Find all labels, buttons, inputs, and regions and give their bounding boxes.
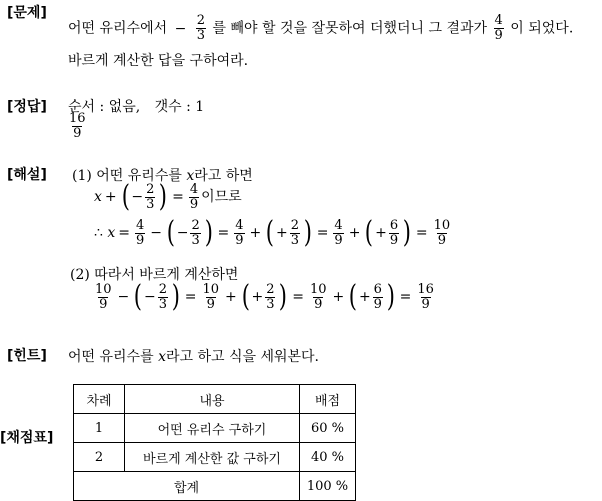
problem-line-1	[68, 14, 573, 43]
problem-text-b: 를 빼야 할 것을 잘못하여 더했더니 그 결과가	[212, 20, 488, 37]
answer-label: [정답]	[7, 99, 47, 115]
fraction: $\frac{4}{9}$	[494, 13, 503, 43]
problem-text-a: 어떤 유리수에서	[68, 20, 168, 37]
hint-text: 어떤 유리수를 x라고 하고 식을 세워본다.	[68, 349, 320, 365]
problem-text-c: 이 되었다.	[510, 20, 574, 37]
row-order: 2	[74, 443, 125, 472]
hint-label: [힌트]	[7, 348, 47, 364]
solution-step-2-title: (2) 따라서 바르게 계산하면	[70, 267, 239, 283]
row-order: 1	[74, 414, 125, 443]
row-points: 40 %	[300, 443, 356, 472]
row-content: 어떤 유리수 구하기	[125, 414, 300, 443]
scoring-table	[73, 384, 356, 501]
header-content: 내용	[125, 385, 300, 414]
solution-step-1-title: (1) 어떤 유리수를 x라고 하면	[72, 168, 253, 184]
fraction: $\frac{2}{3}$	[196, 13, 206, 43]
answer-order: 순서 : 없음,	[68, 99, 141, 115]
table-header-row	[74, 385, 356, 414]
table-total-row	[74, 472, 356, 501]
solution-equation-3: $\frac{10}{9}$ − ( − $\frac{2}{3}$ ) = $\frac{10}{9}$ + ( + $\frac{2}{3}$ ) = $\frac{10}{9}$ + ( + $\frac{6}{9}$ ) = $\frac{16}{9}$	[95, 279, 434, 314]
row-content: 바르게 계산한 값 구하기	[125, 443, 300, 472]
solution-equation-2: ∴ x = $\frac{4}{9}$ − ( − $\frac{2}{3}$ ) = $\frac{4}{9}$ + ( + $\frac{2}{3}$ ) = $\frac{4}{9}$ + ( + $\frac{6}{9}$ ) = $\frac{10}{9}$	[94, 215, 451, 250]
scoring-label: [채점표]	[0, 430, 54, 446]
table-row	[74, 443, 356, 472]
problem-line-2: 바르게 계산한 답을 구하여라.	[68, 53, 249, 69]
solution-label: [해설]	[7, 167, 47, 183]
row-points: 60 %	[300, 414, 356, 443]
solution-equation-1: x + ( − $\frac{2}{3}$ ) = $\frac{4}{9}$ 이므로	[94, 179, 242, 214]
total-label: 합계	[74, 472, 300, 501]
table-row	[74, 414, 356, 443]
problem-label: [문제]	[7, 5, 47, 21]
total-points: 100 %	[300, 472, 356, 501]
answer-count: 갯수 : 1	[154, 99, 205, 115]
header-points: 배점	[300, 385, 356, 414]
minus-sign: −	[174, 20, 187, 37]
answer-value: $\frac{16}{9}$	[69, 111, 86, 141]
header-order: 차례	[74, 385, 125, 414]
